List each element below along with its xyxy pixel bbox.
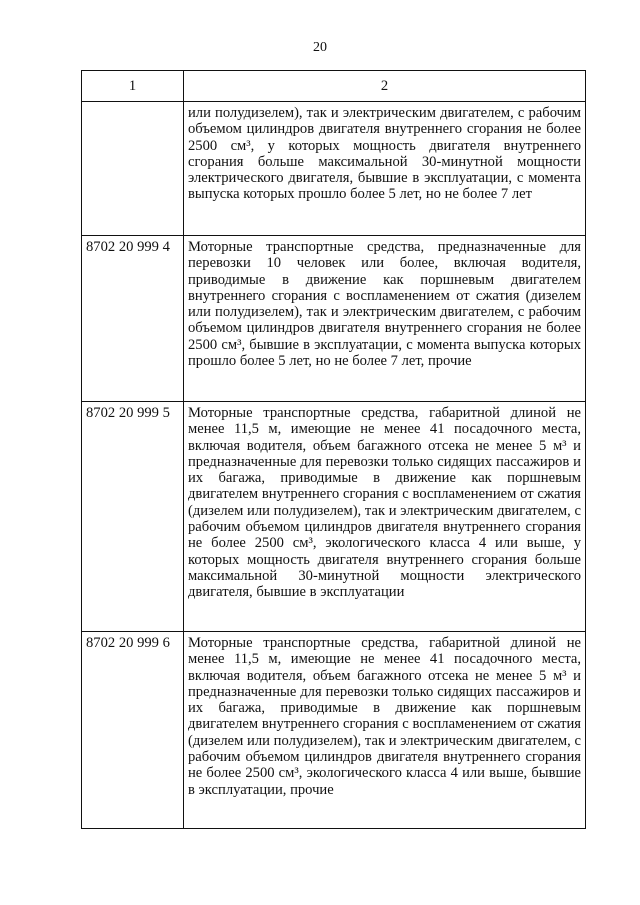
page-number: 20 — [313, 40, 327, 55]
description-cell: Моторные транспортные средства, предназначенные для перевозки 10 человек или более, включая водителя, приводимые в движение как поршневым двигателем внутреннего сгорания с воспламенением от сжатия (дизелем или полудизелем), так и электрическим двигателем, с рабочим объемом цилиндров двигателя внутреннего сгорания не более 2500 см³, бывшие в эксплуатации, с момента выпуска которых прошло более 5 лет, но не более 7 лет, прочие — [184, 236, 586, 402]
column-header-1: 1 — [82, 71, 184, 102]
description-cell: Моторные транспортные средства, габаритной длиной не менее 11,5 м, имеющие не менее 41 посадочного места, включая водителя, объем багажного отсека не менее 5 м³ и предназначенные для перевозки только сидящих пассажиров и их багажа, приводимые в движение как поршневым двигателем внутреннего сгорания с воспламенением от сжатия (дизелем или полудизелем), так и электрическим двигателем, с рабочим объемом цилиндров двигателя внутреннего сгорания не более 2500 см³, экологического класса 4 или выше, бывшие в эксплуатации, прочие — [184, 632, 586, 829]
table-row — [82, 236, 586, 402]
table-row — [82, 402, 586, 632]
tariff-code-table — [81, 70, 586, 829]
column-header-2: 2 — [184, 71, 586, 102]
tariff-code-cell — [82, 102, 184, 236]
tariff-code-cell: 8702 20 999 6 — [82, 632, 184, 829]
tariff-code-cell: 8702 20 999 5 — [82, 402, 184, 632]
tariff-code-cell: 8702 20 999 4 — [82, 236, 184, 402]
table-row — [82, 102, 586, 236]
description-cell: или полудизелем), так и электрическим двигателем, с рабочим объемом цилиндров двигателя внутреннего сгорания не более 2500 см³, у которых мощность двигателя внутреннего сгорания больше максимальной 30-минутной мощности электрического двигателя, бывшие в эксплуатации, с момента выпуска которых прошло более 5 лет, но не более 7 лет — [184, 102, 586, 236]
table-header-row — [82, 71, 586, 102]
table-row — [82, 632, 586, 829]
description-cell: Моторные транспортные средства, габаритной длиной не менее 11,5 м, имеющие не менее 41 посадочного места, включая водителя, объем багажного отсека не менее 5 м³ и предназначенные для перевозки только сидящих пассажиров и их багажа, приводимые в движение как поршневым двигателем внутреннего сгорания с воспламенением от сжатия (дизелем или полудизелем), так и электрическим двигателем, с рабочим объемом цилиндров двигателя внутреннего сгорания не более 2500 см³, экологического класса 4 или выше, у которых мощность двигателя внутреннего сгорания больше максимальной 30-минутной мощности электрического двигателя, бывшие в эксплуатации — [184, 402, 586, 632]
